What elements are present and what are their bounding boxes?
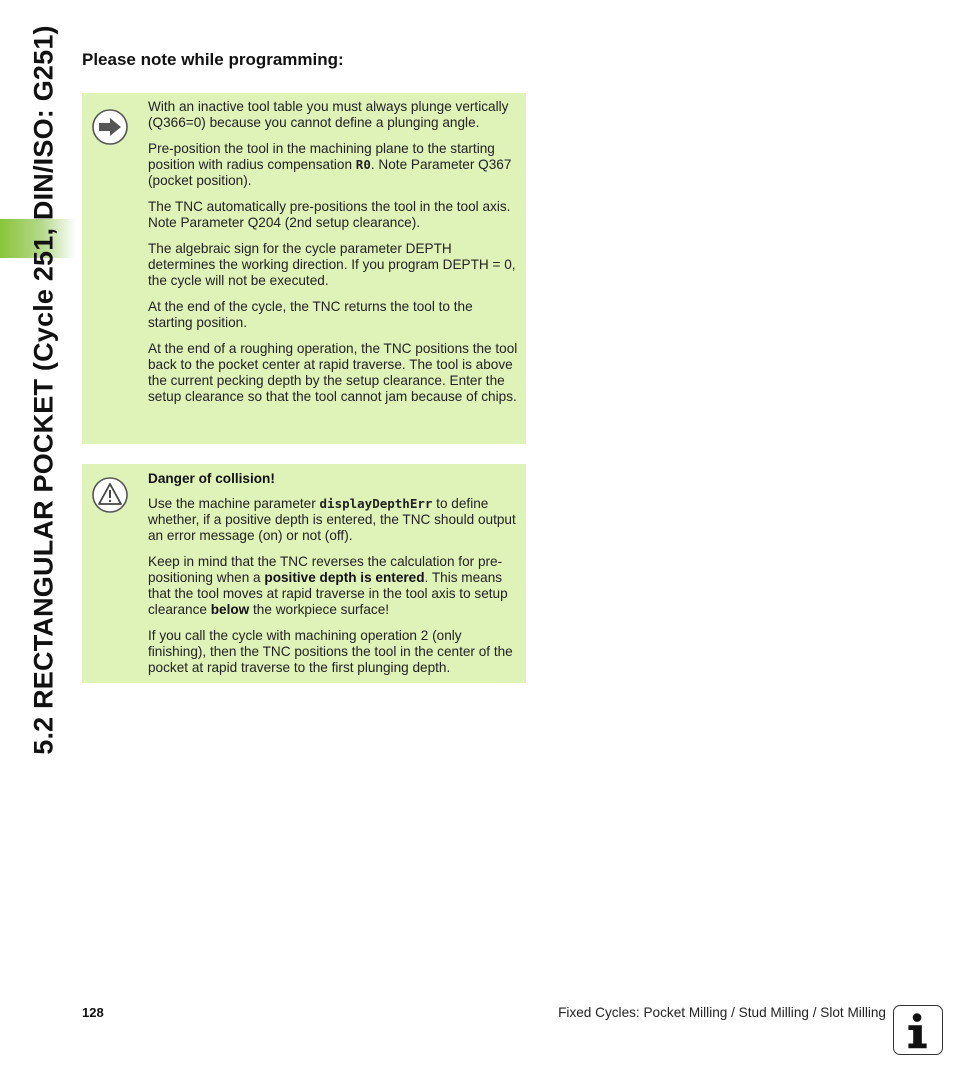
warning-title: Danger of collision! [148,471,275,486]
arrow-right-icon [91,108,129,146]
warning-paragraph: If you call the cycle with machining operation 2 (only finishing), then the TNC positions the tool in the center of the pocket at rapid traverse to the first plunging depth. [148,628,513,675]
warning-box [82,464,526,683]
note-box [82,93,526,444]
note-paragraph: At the end of the cycle, the TNC returns the tool to the starting position. [148,299,473,330]
section-heading: Please note while programming: [82,50,344,69]
info-icon [893,1005,943,1055]
warning-paragraph: Keep in mind that the TNC reverses the calculation for pre-positioning when a positive depth is entered. This means that the tool moves at rapid traverse in the tool axis to setup clearance below the workpiece surface! [148,554,508,617]
warning-content [148,471,518,686]
note-paragraph: Pre-position the tool in the machining plane to the starting position with radius compensation R0. Note Parameter Q367 (pocket position). [148,141,512,188]
warning-paragraph: Use the machine parameter displayDepthErr to define whether, if a positive depth is entered, the TNC should output an error message (on) or not (off). [148,496,516,543]
footer-title: Fixed Cycles: Pocket Milling / Stud Milling / Slot Milling [558,1005,886,1020]
warning-triangle-icon [91,476,129,514]
page-number: 128 [82,1005,104,1020]
code-r0: R0 [355,157,371,172]
note-paragraph: With an inactive tool table you must always plunge vertically (Q366=0) because you cannot define a plunging angle. [148,99,509,130]
chapter-title: 5.2 RECTANGULAR POCKET (Cycle 251, DIN/ISO: G251) [28,25,59,755]
note-paragraph: The TNC automatically pre-positions the tool in the tool axis. Note Parameter Q204 (2nd setup clearance). [148,199,511,230]
note-content [148,99,518,415]
note-paragraph: At the end of a roughing operation, the TNC positions the tool back to the pocket center at rapid traverse. The tool is above the current pecking depth by the setup clearance. Enter the setup clearance so that the tool cannot jam because of chips. [148,341,518,404]
code-display-depth-err: displayDepthErr [319,496,433,511]
note-paragraph: The algebraic sign for the cycle parameter DEPTH determines the working direction. If you program DEPTH = 0, the cycle will not be executed. [148,241,516,288]
